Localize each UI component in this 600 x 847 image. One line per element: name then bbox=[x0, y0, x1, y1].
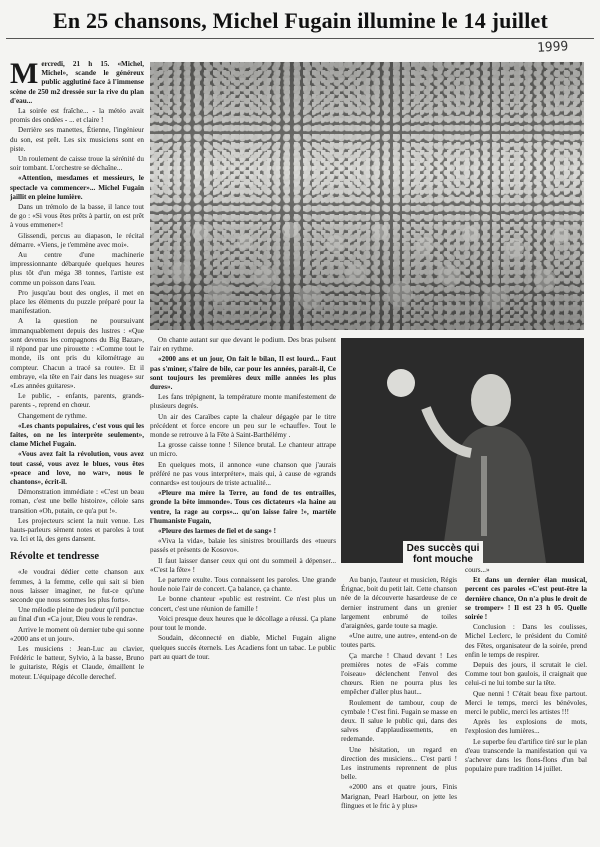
paragraph: Les fans trépignent, la température monte manifestement de plusieurs degrés. bbox=[150, 393, 336, 411]
paragraph: Un roulement de caisse troue la sérénité du soir tombant. L'orchestre se déchaîne... bbox=[10, 155, 144, 173]
paragraph: Derrière ses manettes, Étienne, l'ingénieur du son, est prêt. Les six musiciens sont en piste. bbox=[10, 126, 144, 153]
paragraph: «Pleure des larmes de fiel et de sang» ! bbox=[158, 527, 277, 536]
paragraph: «Je voudrai dédier cette chanson aux femmes, à la femme, celle qui sait si bien nous laisser imaginer, ne fut-ce qu'une seconde que nous sommes les plus forts». bbox=[10, 568, 144, 604]
paragraph: Les musiciens : Jean-Luc au clavier, Frédéric le batteur, Sylvio, à la basse, Bruno le guitariste, Régis et Claude, émaillent le moteur. L'équipage décolle derechef. bbox=[10, 644, 144, 681]
paragraph: Un air des Caraïbes capte la chaleur dégagée par le titre précédent et force encore un peu sur le «chauffe». Tout le monde se retrouve à la Fête à Saint-Barthélémy . bbox=[150, 412, 336, 440]
paragraph: Le public, - enfants, parents, grands-parents -, reprend en chœur. bbox=[10, 392, 144, 410]
paragraph: «Pleure ma mère la Terre, au fond de tes entrailles, gronde la bête immonde». Tous ces dictateurs «la haine au ventre, la rage au corps»... qu'on laisse faire !», martèle l'humaniste Fugain, bbox=[150, 489, 336, 525]
paragraph: Dans un trémolo de la basse, il lance tout de go : «Si vous êtes prêts à partir, on est prêt à vous emmener»! bbox=[10, 203, 144, 230]
paragraph: «Une autre, une autre», entend-on de toutes parts. bbox=[341, 632, 457, 650]
paragraph: Ça marche ! Chaud devant ! Les premières notes de «Fais comme l'oiseau» déclenchent l'envol des chœurs. Rien ne pourra plus les empêcher d'aller plus haut... bbox=[341, 651, 457, 697]
paragraph: Au centre d'une machinerie impressionnante débarquée quelques heures plus tôt d'un méga 38 tonnes, l'artiste est comme un poisson dans l'eau. bbox=[10, 251, 144, 287]
column-4 bbox=[465, 566, 587, 841]
column-3 bbox=[341, 576, 457, 841]
drop-cap: M bbox=[10, 60, 39, 90]
paragraph: Le superbe feu d'artifice tiré sur le plan d'eau transcende la manifestation qui va s'achever dans les flons-flons d'un bal populaire pure tradition 14 juillet. bbox=[465, 737, 587, 774]
paragraph: Et dans un dernier élan musical, percent ces paroles «C'est peut-être la dernière chance, On n'a plus le droit de se tromper» ! Il est 23 h 05. Quelle soirée ! bbox=[465, 576, 587, 622]
lead-paragraph: Mercredi, 21 h 15. «Michel, Michel», scande le généreux public agglutiné face à l'immense scène de 250 m2 dressée sur la rive du plan d'eau... bbox=[10, 60, 144, 105]
paragraph: cours...» bbox=[465, 566, 490, 574]
headline-rule bbox=[6, 38, 594, 39]
paragraph: «Attention, mesdames et messieurs, le spectacle va commencer»... Michel Fugain jaillit en pleine lumière. bbox=[10, 174, 144, 201]
paragraph: Démonstration immédiate : «C'est un beau roman, c'est une belle histoire», céloie sans transition «Oh, putain, ce qu'a put !». bbox=[10, 488, 144, 515]
paragraph: Conclusion : Dans les coulisses, Michel Leclerc, le président du Comité des Fêtes, organisateur de la soirée, prend enfin le temps de respirer. bbox=[465, 623, 587, 659]
photo-shading bbox=[150, 62, 584, 330]
paragraph: Roulement de tambour, coup de cymbale ! C'est fini. Fugain se masse en deux. Il salue le public qui, dans des salves d'applaudissements, en redemande. bbox=[341, 698, 457, 744]
column-2 bbox=[150, 336, 336, 841]
paragraph: «2000 ans et quatre jours, Finis Marignan, Pearl Harbour, on jette les flingues et le fric à y plus» bbox=[341, 783, 457, 810]
paragraph: Pro jusqu'au bout des ongles, il met en place les éléments du puzzle préparé pour la manifestation. bbox=[10, 288, 144, 316]
paragraph: La soirée est fraîche... - la météo avait promis des ondées - ... et claire ! bbox=[10, 107, 144, 125]
crowd-photo bbox=[150, 62, 584, 330]
paragraph: Arrive le moment où dernier tube qui sonne «2000 ans et un jour». bbox=[10, 625, 144, 643]
paragraph: Une hésitation, un regard en direction des musiciens... C'est parti ! Les instruments reprennent de plus belle. bbox=[341, 745, 457, 782]
singer-graphic bbox=[341, 338, 584, 563]
paragraph: Au banjo, l'auteur et musicien, Régis Érignac, boit du petit lait. Cette chanson née de la découverte hasardeuse de ce dernier instrument dans un grenier largement enbrumé de toiles d'araignées, garde toute sa magie. bbox=[341, 576, 457, 631]
paragraph: «Vous avez fait la révolution, vous avez tout cassé, vous avez le blues, vous êtes «peace and love, no war», nous le chantons», écrit-il. bbox=[10, 450, 144, 486]
paragraph: La grosse caisse tonne ! Silence brutal. Le chanteur attrape un micro. bbox=[150, 441, 336, 459]
paragraph: Voici presque deux heures que le décollage a réussi. Ça plane pour tout le monde. bbox=[150, 614, 336, 633]
paragraph: Changement de rythme. bbox=[18, 411, 87, 420]
singer-photo bbox=[341, 338, 584, 563]
paragraph: Que nenni ! C'était beau fixe partout. Merci le temps, merci les bénévoles, merci le public, merci les artistes !!! bbox=[465, 689, 587, 717]
paragraph: On chante autant sur que devant le podium. Des bras pulsent l'air en rythme. bbox=[150, 336, 336, 354]
headline: En 25 chansons, Michel Fugain illumine le 14 juillet bbox=[52, 8, 549, 33]
paragraph: Une mélodie pleine de pudeur qu'il ponctue au final d'un «Ca jour, Dieu vous le rendra». bbox=[10, 606, 144, 624]
paragraph: A la question ne poursuivant immanquablement depuis des lustres : «Que sont devenus les compagnons du Big Bazar», il répond par une pirouette : «Comme tout le monde, ils ont pris du kilométrage au compteur. Chacun a tracé sa route». Et il embraye, «la tête en l'air dans les nuages» sur «Les années guitares». bbox=[10, 317, 144, 390]
column-1 bbox=[10, 60, 144, 840]
subheading: Révolte et tendresse bbox=[10, 551, 100, 563]
paragraph: En quelques mots, il annonce «une chanson que j'aurais préféré ne pas vous interpréter», mais qui, à cause de «grands connards» est toujours de triste actualité... bbox=[150, 460, 336, 488]
paragraph: Les projecteurs scient la nuit venue. Les hauts-parleurs sèment notes et paroles à tout va. Ici et là, des gens dansent. bbox=[10, 516, 144, 544]
handwritten-year: 1999 bbox=[536, 39, 569, 56]
paragraph: «Viva la vida», balaie les sinistres brouillards des «tueurs passés et présents de Kosovo». bbox=[150, 537, 336, 555]
photo-caption: Des succès qui font mouche bbox=[403, 541, 483, 567]
paragraph: Depuis des jours, il scrutait le ciel. Comme tout bon gaulois, il craignait que celui-ci ne lui tombe sur la tête. bbox=[465, 661, 587, 688]
paragraph: «Les chants populaires, c'est vous qui les faites, on ne les interprète seulement», clame Michel Fugain. bbox=[10, 421, 144, 449]
paragraph: Après les explosions de mots, l'explosion des lumières... bbox=[465, 718, 587, 736]
paragraph: Le bonne chanteur «public est restreint. Ce n'est plus un concert, c'est une réunion de famille ! bbox=[150, 595, 336, 613]
paragraph: Soudain, déconnecté en diable, Michel Fugain aligne quelques succès éternels. Les Acadiens font un tabac. Le public part au quart de tour. bbox=[150, 634, 336, 661]
paragraph: Glissendi, percus au diapason, le récital démarre. «Viens, je t'emmène avec moi». bbox=[10, 231, 144, 249]
paragraph: Le parterre exulte. Tous connaissent les paroles. Une grande houle noie l'air de concert. Ça balance, ça chante. bbox=[150, 576, 336, 594]
paragraph: Il faut laisser danser ceux qui ont du sommeil à dépenser... «C'est la fête» ! bbox=[150, 556, 336, 574]
paragraph: «2000 ans et un jour, On fait le bilan, Il est lourd... Faut pas s'miner, s'faire de bile, car pour les années, paraît-il, Ce sont toujours les premières deux mille années les plus dures». bbox=[150, 355, 336, 392]
